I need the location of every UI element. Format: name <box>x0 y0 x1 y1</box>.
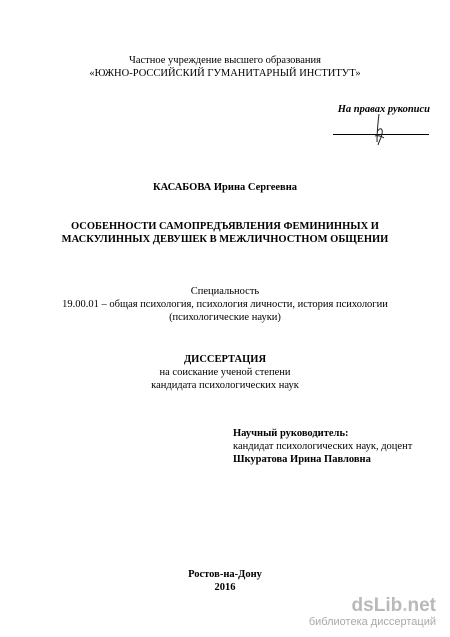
supervisor-heading: Научный руководитель: <box>233 428 349 439</box>
supervisor-name: Шкуратова Ирина Павловна <box>233 454 371 465</box>
specialty-label: Специальность <box>190 286 260 297</box>
institution-line-2: «ЮЖНО-РОССИЙСКИЙ ГУМАНИТАРНЫЙ ИНСТИТУТ» <box>89 68 361 79</box>
supervisor-degree: кандидат психологических наук, доцент <box>233 441 413 452</box>
author-name: КАСАБОВА Ирина Сергеевна <box>152 182 298 193</box>
watermark-tagline: библиотека диссертаций <box>308 616 436 628</box>
watermark-logo-dot: . <box>402 595 408 616</box>
thesis-title-line-2: МАСКУЛИННЫХ ДЕВУШЕК В МЕЖЛИЧНОСТНОМ ОБЩЕНИИ <box>61 234 389 245</box>
watermark-logo-right: net <box>407 595 436 616</box>
specialty-code: 19.00.01 – общая психология, психология личности, история психологии <box>62 299 388 310</box>
watermark-logo <box>309 596 436 616</box>
city: Ростов-на-Дону <box>188 569 262 580</box>
thesis-title-line-1: ОСОБЕННОСТИ САМОПРЕДЪЯВЛЕНИЯ ФЕМИНИННЫХ И <box>71 221 379 232</box>
specialty-field: (психологические науки) <box>169 312 281 323</box>
degree-line-2: кандидата психологических наук <box>151 380 299 391</box>
dissertation-heading: ДИССЕРТАЦИЯ <box>183 354 267 365</box>
degree-line-1: на соискание ученой степени <box>159 367 291 378</box>
manuscript-rights-label: На правах рукописи <box>337 104 430 115</box>
watermark-logo-left: dsLib <box>351 595 403 616</box>
institution-line-1: Частное учреждение высшего образования <box>129 55 321 66</box>
year: 2016 <box>214 582 236 593</box>
watermark <box>309 596 436 629</box>
handwritten-signature <box>370 112 390 148</box>
